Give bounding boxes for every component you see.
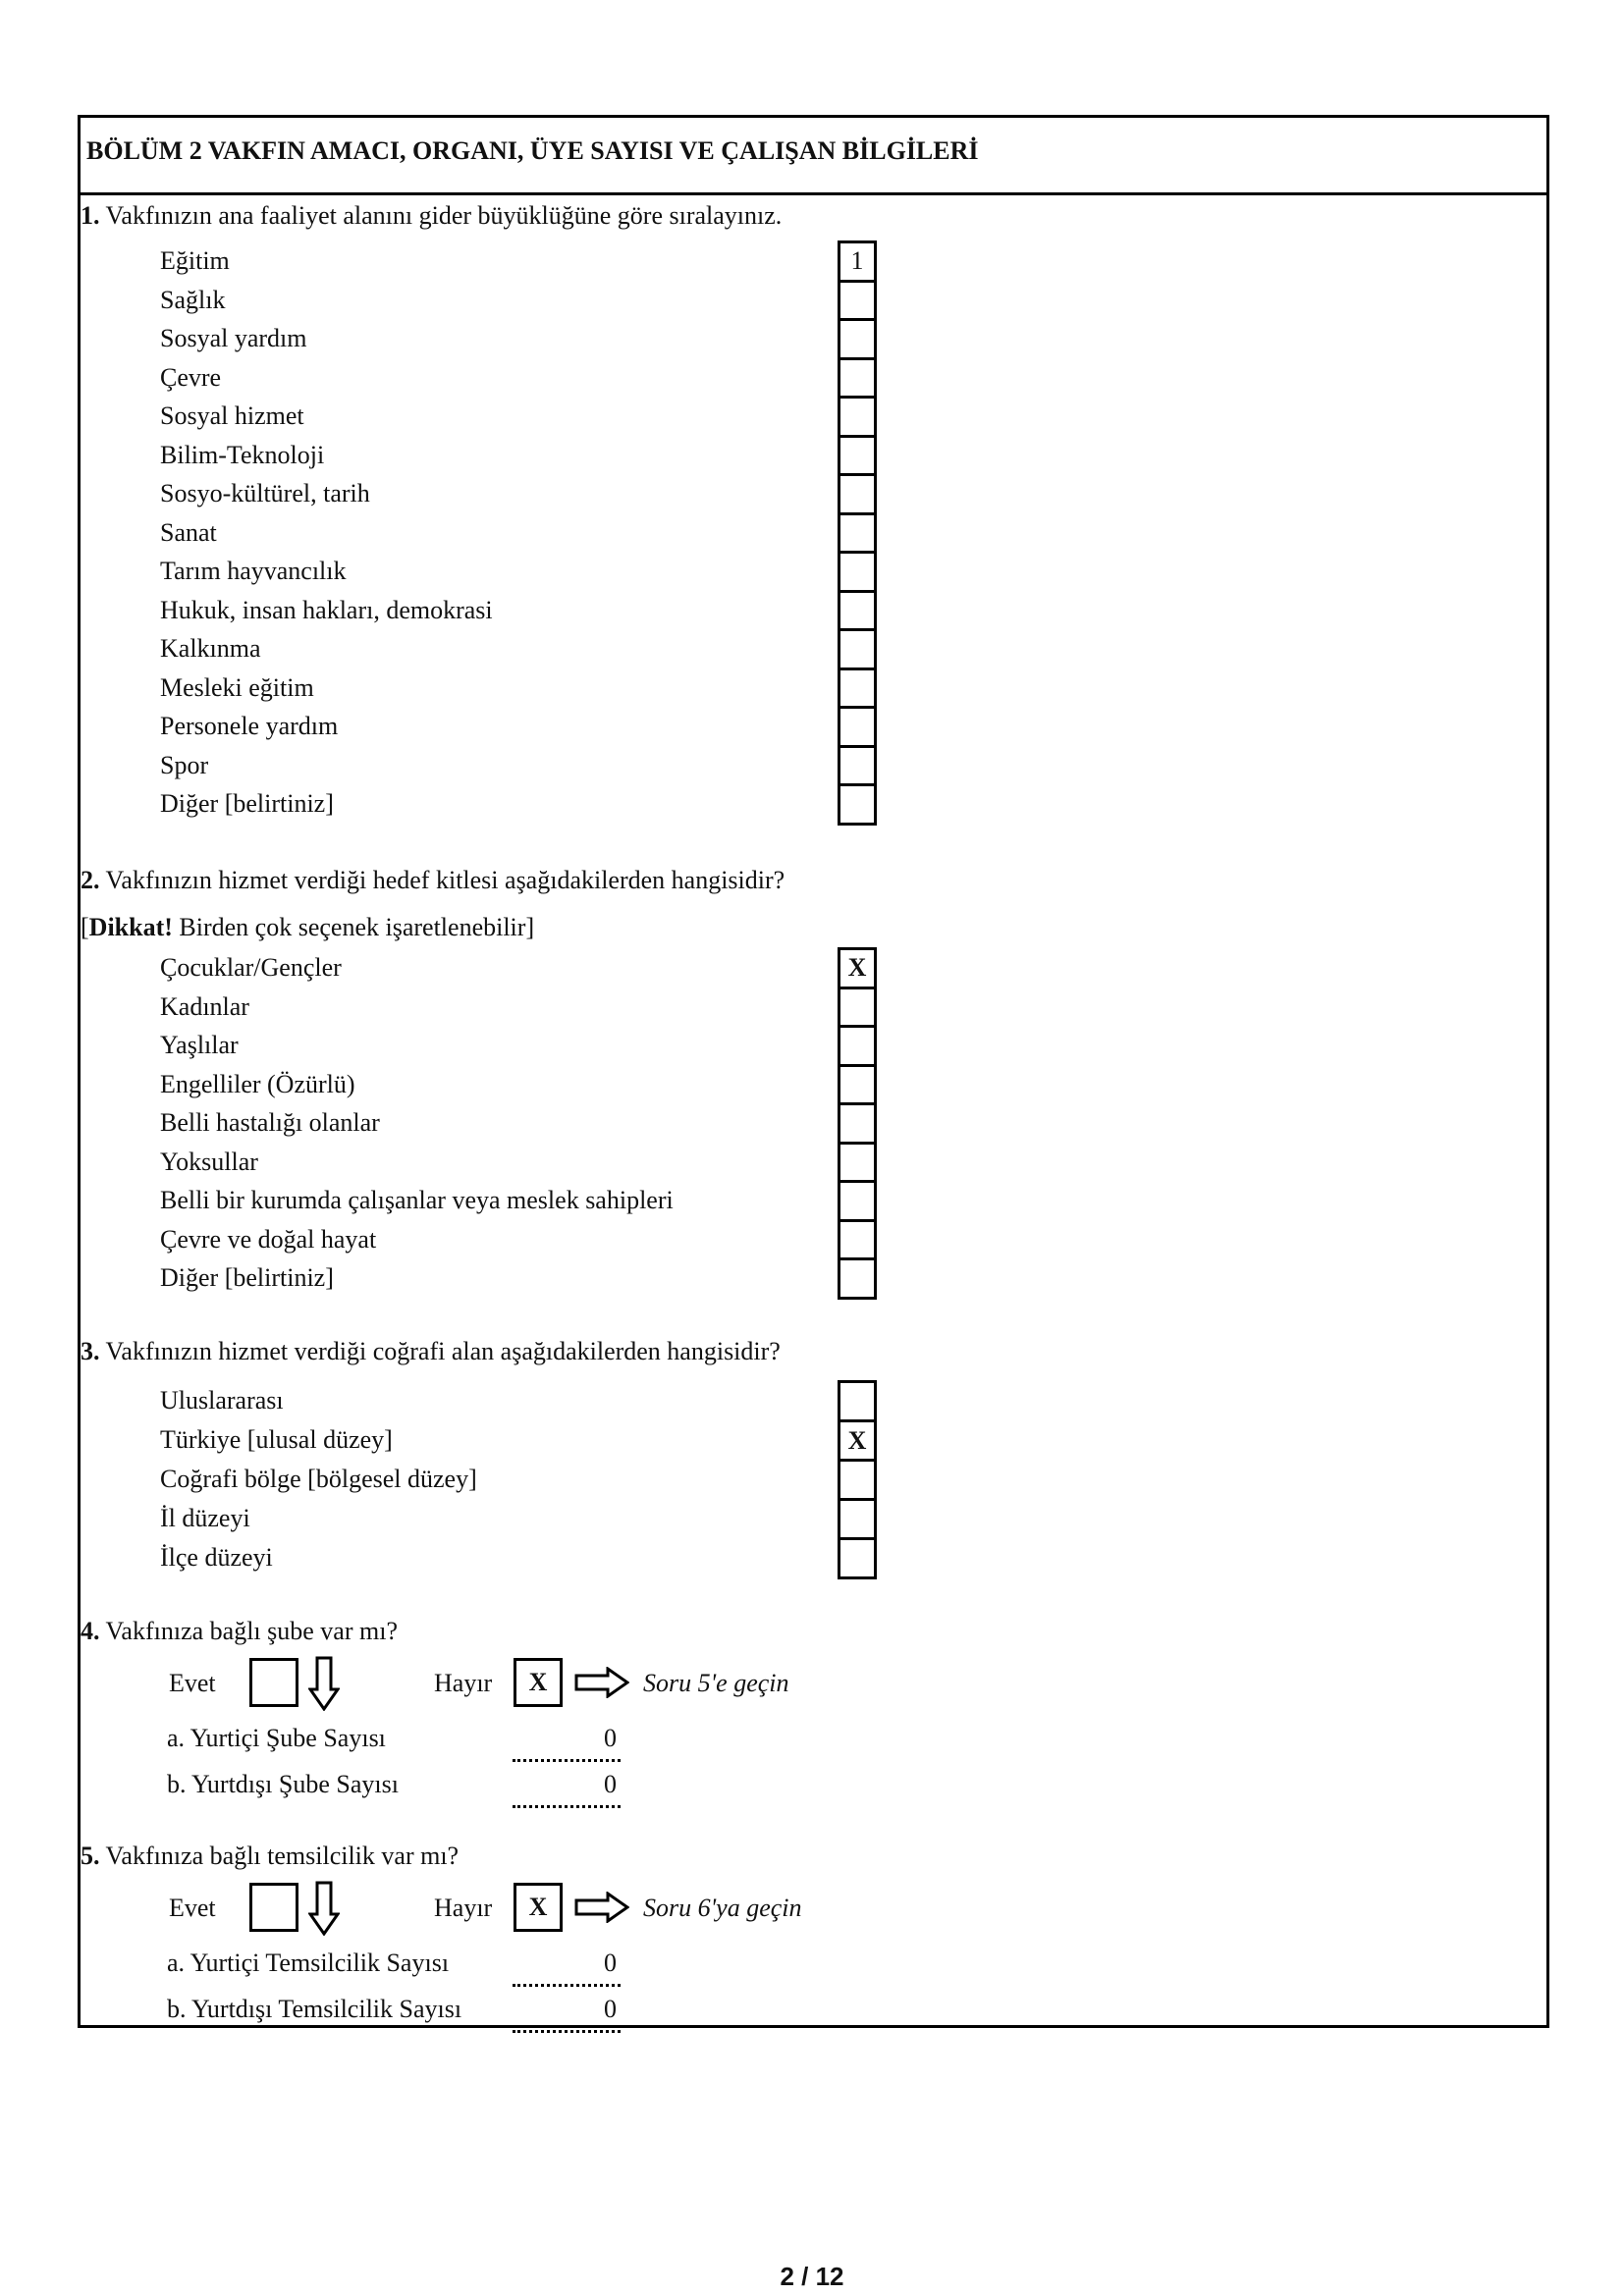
question-text: Vakfınıza bağlı şube var mı? <box>105 1617 398 1645</box>
page-number: 2 / 12 <box>780 2262 844 2291</box>
option-label: Bilim-Teknoloji <box>160 440 325 469</box>
option-checkbox[interactable] <box>838 783 877 826</box>
option-checkbox[interactable] <box>838 1537 877 1579</box>
option-checkbox[interactable] <box>838 318 877 360</box>
option-checkbox[interactable] <box>838 1257 877 1300</box>
option-checkbox[interactable] <box>838 628 877 670</box>
count-label: b. Yurtdışı Şube Sayısı <box>167 1770 399 1798</box>
option-label: Kadınlar <box>160 991 249 1021</box>
yes-label: Evet <box>169 1894 216 1922</box>
count-input[interactable]: 0 <box>513 1995 621 2033</box>
option-checkbox[interactable] <box>838 357 877 400</box>
option-label: Eğitim <box>160 246 230 275</box>
count-label: b. Yurtdışı Temsilcilik Sayısı <box>167 1995 462 2023</box>
question-2-note: [Dikkat! Birden çok seçenek işaretlenebilir] <box>81 913 535 941</box>
option-label: Çevre <box>160 362 222 392</box>
option-checkbox[interactable] <box>838 1064 877 1106</box>
arrow-right-icon <box>574 1892 629 1923</box>
count-input[interactable]: 0 <box>513 1949 621 1987</box>
option-checkbox[interactable] <box>838 1102 877 1145</box>
option-checkbox[interactable] <box>838 1142 877 1184</box>
question-2 <box>81 866 785 895</box>
question-text: Vakfınıza bağlı temsilcilik var mı? <box>105 1842 460 1870</box>
option-label: Coğrafi bölge [bölgesel düzey] <box>160 1465 477 1493</box>
option-label: Hukuk, insan hakları, demokrasi <box>160 595 493 624</box>
option-label: Türkiye [ulusal düzey] <box>160 1425 393 1454</box>
count-label: a. Yurtiçi Temsilcilik Sayısı <box>167 1949 450 1977</box>
option-label: Belli hastalığı olanlar <box>160 1108 380 1137</box>
yes-label: Evet <box>169 1669 216 1697</box>
option-checkbox[interactable] <box>838 280 877 322</box>
option-label: İl düzeyi <box>160 1504 250 1532</box>
count-label: a. Yurtiçi Şube Sayısı <box>167 1724 386 1752</box>
skip-instruction: Soru 6'ya geçin <box>643 1894 802 1922</box>
option-label: Sosyal yardım <box>160 324 307 352</box>
option-checkbox[interactable] <box>838 435 877 477</box>
option-checkbox[interactable] <box>838 745 877 787</box>
option-checkbox[interactable] <box>838 1219 877 1261</box>
option-checkbox[interactable] <box>838 1025 877 1067</box>
option-label: Spor <box>160 750 209 779</box>
option-checkbox[interactable] <box>838 473 877 515</box>
option-label: Çevre ve doğal hayat <box>160 1224 377 1254</box>
question-number: 2. <box>81 866 100 894</box>
yes-checkbox[interactable] <box>249 1883 298 1932</box>
option-checkbox[interactable] <box>838 1498 877 1540</box>
no-checkbox[interactable]: X <box>514 1658 563 1707</box>
option-label: Diğer [belirtiniz] <box>160 789 334 818</box>
question-1 <box>81 201 782 231</box>
option-checkbox[interactable] <box>838 1180 877 1222</box>
option-checkbox[interactable]: 1 <box>838 240 877 283</box>
question-number: 5. <box>81 1842 100 1870</box>
option-checkbox[interactable] <box>838 987 877 1029</box>
count-input[interactable]: 0 <box>513 1724 621 1762</box>
option-checkbox[interactable]: X <box>838 1419 877 1462</box>
option-label: Diğer [belirtiniz] <box>160 1263 334 1292</box>
question-4 <box>81 1617 398 1646</box>
option-label: Mesleki eğitim <box>160 672 314 702</box>
question-text: Vakfınızın ana faaliyet alanını gider büyüklüğüne göre sıralayınız. <box>105 201 783 230</box>
question-number: 1. <box>81 201 100 230</box>
no-label: Hayır <box>434 1894 493 1922</box>
note-emphasis: Dikkat! <box>88 913 173 941</box>
no-checkbox[interactable]: X <box>514 1883 563 1932</box>
option-label: Yaşlılar <box>160 1031 239 1059</box>
question-text: Vakfınızın hizmet verdiği coğrafi alan aşağıdakilerden hangisidir? <box>105 1337 781 1365</box>
option-label: Yoksullar <box>160 1147 258 1176</box>
question-5 <box>81 1842 459 1871</box>
option-label: Personele yardım <box>160 712 339 740</box>
arrow-down-icon <box>308 1656 340 1711</box>
option-checkbox[interactable] <box>838 1380 877 1422</box>
question-number: 4. <box>81 1617 100 1645</box>
option-checkbox[interactable] <box>838 667 877 710</box>
option-checkbox[interactable] <box>838 1459 877 1501</box>
option-label: Uluslararası <box>160 1386 284 1415</box>
yes-checkbox[interactable] <box>249 1658 298 1707</box>
option-label: Kalkınma <box>160 634 261 663</box>
question-3 <box>81 1337 781 1366</box>
option-checkbox[interactable] <box>838 396 877 438</box>
option-checkbox[interactable] <box>838 551 877 593</box>
option-checkbox[interactable] <box>838 512 877 555</box>
skip-instruction: Soru 5'e geçin <box>643 1669 789 1697</box>
option-label: Tarım hayvancılık <box>160 557 347 585</box>
option-label: Engelliler (Özürlü) <box>160 1069 355 1098</box>
question-number: 3. <box>81 1337 100 1365</box>
option-label: Çocuklar/Gençler <box>160 953 342 982</box>
option-label: Sosyo-kültürel, tarih <box>160 479 370 507</box>
section-title: BÖLÜM 2 VAKFIN AMACI, ORGANI, ÜYE SAYISI VE ÇALIŞAN BİLGİLERİ <box>86 136 979 165</box>
option-label: Sağlık <box>160 285 226 314</box>
option-checkbox[interactable]: X <box>838 947 877 989</box>
arrow-right-icon <box>574 1667 629 1698</box>
question-text: Vakfınızın hizmet verdiği hedef kitlesi aşağıdakilerden hangisidir? <box>105 866 785 894</box>
arrow-down-icon <box>308 1881 340 1936</box>
option-label: Sosyal hizmet <box>160 401 304 430</box>
count-input[interactable]: 0 <box>513 1770 621 1808</box>
option-label: Belli bir kurumda çalışanlar veya meslek sahipleri <box>160 1186 674 1214</box>
option-checkbox[interactable] <box>838 706 877 748</box>
option-label: İlçe düzeyi <box>160 1543 273 1572</box>
option-checkbox[interactable] <box>838 590 877 632</box>
no-label: Hayır <box>434 1669 493 1697</box>
option-label: Sanat <box>160 517 217 547</box>
